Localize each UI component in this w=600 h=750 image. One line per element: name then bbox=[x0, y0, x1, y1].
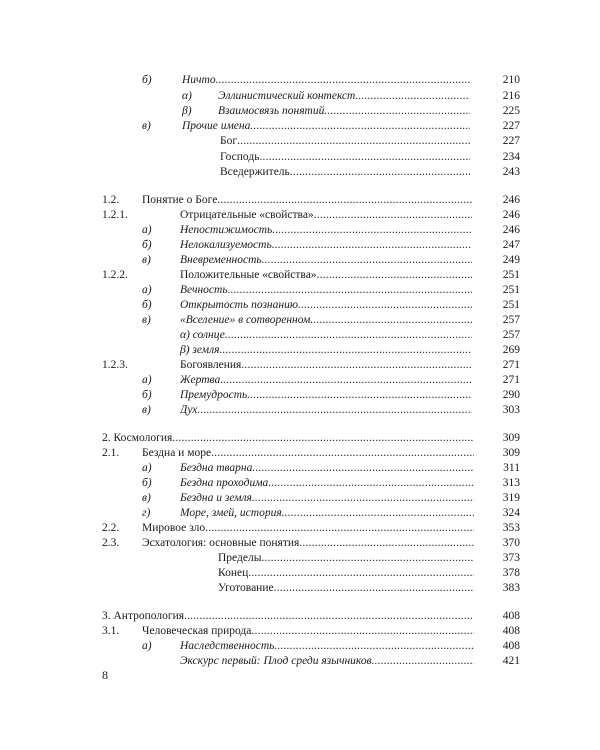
toc-row bbox=[0, 238, 600, 252]
toc-entry: Конец ..... bbox=[218, 566, 474, 580]
toc-entry: Вседержитель ..... bbox=[220, 165, 470, 179]
toc-entry: Экскурс первый: Плод среди язычников ..... bbox=[180, 654, 474, 668]
toc-entry: Господь ..... bbox=[220, 150, 470, 164]
toc-entry: Бездна тварна ..... bbox=[180, 461, 474, 475]
toc-page-number: 309 bbox=[502, 432, 520, 444]
toc-entry: Наследственность ..... bbox=[180, 639, 474, 653]
toc-sub-marker: а) bbox=[142, 224, 152, 236]
toc-sub-marker: в) bbox=[142, 404, 151, 416]
toc-row bbox=[0, 268, 600, 282]
toc-row bbox=[0, 208, 600, 222]
toc-page-number: 324 bbox=[502, 507, 520, 519]
toc-section-number: 2.2. bbox=[102, 522, 120, 534]
toc-entry: Вечность ..... bbox=[180, 283, 472, 297]
toc-entry: Положительные «свойства» ..... bbox=[180, 268, 472, 282]
toc-row bbox=[0, 253, 600, 267]
toc-page-number: 408 bbox=[502, 640, 520, 652]
toc-entry: Дух ..... bbox=[180, 403, 472, 417]
toc-row bbox=[0, 343, 600, 357]
toc-section-number: 1.2. bbox=[102, 194, 120, 206]
toc-entry: Бог ..... bbox=[220, 134, 470, 148]
toc-entry: Премудрость ..... bbox=[180, 388, 472, 402]
toc-section-number: 1.2.2. bbox=[102, 269, 128, 281]
toc-row bbox=[0, 165, 600, 179]
toc-entry: Открытость познанию ..... bbox=[180, 298, 472, 312]
toc-row bbox=[0, 388, 600, 402]
toc-row bbox=[0, 536, 600, 550]
toc-sub-marker: а) bbox=[142, 640, 152, 652]
toc-entry: Прочие имена ..... bbox=[182, 119, 470, 133]
toc-page-number: 257 bbox=[502, 329, 520, 341]
toc-row bbox=[0, 223, 600, 237]
toc-entry: Пределы ..... bbox=[218, 551, 474, 565]
toc-sub-marker: б) bbox=[142, 299, 152, 311]
toc-entry: 2. Космология ..... bbox=[102, 431, 474, 445]
toc-row bbox=[0, 134, 600, 148]
toc-sub-marker: б) bbox=[142, 477, 152, 489]
toc-page-number: 225 bbox=[502, 105, 520, 117]
toc-entry: Мировое зло ..... bbox=[142, 521, 474, 535]
toc-section-number: 2.3. bbox=[102, 537, 120, 549]
toc-page-number: 227 bbox=[502, 135, 520, 147]
toc-row bbox=[0, 461, 600, 475]
toc-sub-marker: а) bbox=[142, 374, 152, 386]
toc-section-number: 2.1. bbox=[102, 447, 120, 459]
toc-section-number: 3.1. bbox=[102, 625, 120, 637]
toc-entry: β) земля ..... bbox=[180, 343, 472, 357]
toc-page-number: 246 bbox=[502, 194, 520, 206]
toc-page-number: 246 bbox=[502, 224, 520, 236]
toc-row bbox=[0, 431, 600, 445]
toc-page-number: 243 bbox=[502, 166, 520, 178]
toc-row bbox=[0, 193, 600, 207]
toc-sub-marker: в) bbox=[142, 254, 151, 266]
toc-page-number: 303 bbox=[502, 404, 520, 416]
toc-page-number: 216 bbox=[502, 90, 520, 102]
toc-sub-marker: б) bbox=[142, 389, 152, 401]
toc-page-number: 311 bbox=[503, 462, 520, 474]
toc-entry: «Вселение» в сотворенном ..... bbox=[180, 313, 472, 327]
toc-row bbox=[0, 73, 600, 87]
toc-entry: α) солнце ..... bbox=[180, 328, 472, 342]
toc-row bbox=[0, 150, 600, 164]
toc-sub-marker: б) bbox=[142, 239, 152, 251]
toc-row bbox=[0, 491, 600, 505]
toc-row bbox=[0, 119, 600, 133]
toc-page-number: 383 bbox=[502, 582, 520, 594]
toc-row bbox=[0, 89, 600, 103]
toc-entry: Человеческая природа ..... bbox=[142, 624, 474, 638]
toc-sub-marker: в) bbox=[142, 492, 151, 504]
toc-entry: Непостижимость ..... bbox=[180, 223, 472, 237]
toc-page-number: 309 bbox=[502, 447, 520, 459]
toc-entry: Уготование ..... bbox=[218, 581, 474, 595]
toc-page-number: 234 bbox=[502, 151, 520, 163]
toc-row bbox=[0, 506, 600, 520]
toc-row bbox=[0, 403, 600, 417]
toc-page-number: 408 bbox=[502, 610, 520, 622]
toc-entry: Вневременность ..... bbox=[180, 253, 472, 267]
toc-page-number: 313 bbox=[502, 477, 520, 489]
toc-row bbox=[0, 358, 600, 372]
toc-entry: Понятие о Боге ..... bbox=[142, 193, 472, 207]
toc-page-number: 353 bbox=[502, 522, 520, 534]
toc-page-number: 290 bbox=[502, 389, 520, 401]
toc-row bbox=[0, 298, 600, 312]
toc-entry: Море, змей, история ..... bbox=[180, 506, 474, 520]
toc-sub-marker: в) bbox=[142, 120, 151, 132]
toc-entry: Ничто ..... bbox=[182, 73, 470, 87]
toc-row bbox=[0, 566, 600, 580]
toc-sub-marker: β) bbox=[182, 105, 192, 117]
toc-row bbox=[0, 328, 600, 342]
toc-row bbox=[0, 639, 600, 653]
toc-row bbox=[0, 283, 600, 297]
toc-entry: Нелокализуемость ..... bbox=[180, 238, 472, 252]
toc-page-number: 210 bbox=[502, 74, 520, 86]
toc-section-number: 1.2.1. bbox=[102, 209, 128, 221]
toc-entry: Жертва ..... bbox=[180, 373, 472, 387]
toc-entry: Бездна проходима ..... bbox=[180, 476, 474, 490]
toc-sub-marker: б) bbox=[142, 74, 152, 86]
toc-page-number: 246 bbox=[502, 209, 520, 221]
toc-entry: Бездна и земля ..... bbox=[180, 491, 474, 505]
toc-row bbox=[0, 551, 600, 565]
toc-row bbox=[0, 373, 600, 387]
toc-sub-marker: а) bbox=[142, 284, 152, 296]
toc-sub-marker: в) bbox=[142, 314, 151, 326]
toc-row bbox=[0, 313, 600, 327]
toc-entry: Эсхатология: основные понятия ..... bbox=[142, 536, 474, 550]
toc-row bbox=[0, 104, 600, 118]
toc-row bbox=[0, 624, 600, 638]
toc-page-number: 249 bbox=[502, 254, 520, 266]
toc-entry: Бездна и море ..... bbox=[142, 446, 474, 460]
toc-page-number: 373 bbox=[502, 552, 520, 564]
toc-sub-marker: г) bbox=[142, 507, 151, 519]
toc-sub-marker: а) bbox=[142, 462, 152, 474]
toc-row bbox=[0, 521, 600, 535]
toc-row bbox=[0, 446, 600, 460]
toc-entry: Эллинистический контекст ..... bbox=[218, 89, 470, 103]
toc-page-number: 378 bbox=[502, 567, 520, 579]
toc-page-number: 271 bbox=[502, 359, 520, 371]
toc-page-number: 257 bbox=[502, 314, 520, 326]
toc-page-number: 421 bbox=[502, 655, 520, 667]
toc-page-number: 271 bbox=[502, 374, 520, 386]
toc-page-number: 251 bbox=[502, 269, 520, 281]
toc-section-number: 1.2.3. bbox=[102, 359, 128, 371]
toc-page-number: 227 bbox=[502, 120, 520, 132]
toc-entry: Богоявления ..... bbox=[180, 358, 472, 372]
toc-sub-marker: α) bbox=[182, 90, 192, 102]
toc-page-number: 370 bbox=[502, 537, 520, 549]
toc-page-number: 251 bbox=[502, 284, 520, 296]
toc-page-number: 408 bbox=[502, 625, 520, 637]
toc-entry: Отрицательные «свойства» ..... bbox=[180, 208, 472, 222]
toc-row bbox=[0, 581, 600, 595]
toc-page-number: 319 bbox=[502, 492, 520, 504]
toc-page-number: 269 bbox=[502, 344, 520, 356]
toc-row bbox=[0, 476, 600, 490]
toc-page-number: 251 bbox=[502, 299, 520, 311]
page-number-footer: 8 bbox=[102, 668, 108, 682]
toc-row bbox=[0, 654, 600, 668]
toc-entry: 3. Антропология ..... bbox=[102, 609, 474, 623]
toc-row bbox=[0, 609, 600, 623]
toc-entry: Взаимосвязь понятий ..... bbox=[218, 104, 470, 118]
toc-page-number: 247 bbox=[502, 239, 520, 251]
